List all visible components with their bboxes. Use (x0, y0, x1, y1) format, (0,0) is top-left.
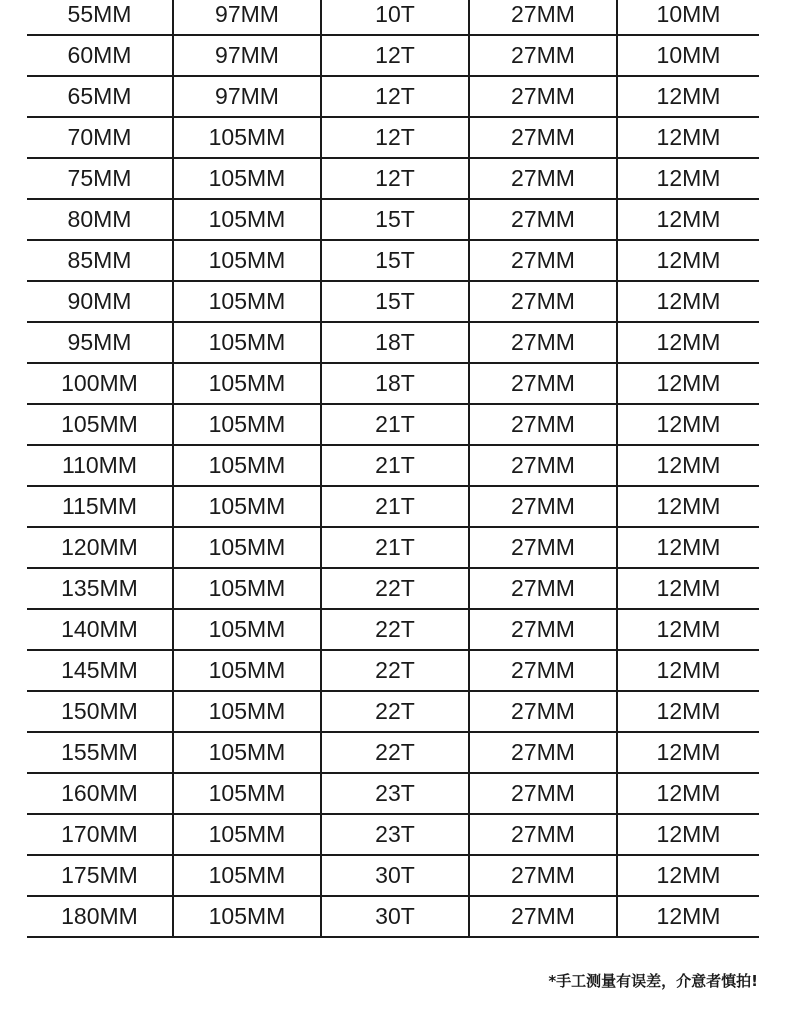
table-cell: 23T (321, 814, 469, 855)
table-cell: 115MM (27, 486, 173, 527)
table-cell: 27MM (469, 281, 617, 322)
measurement-disclaimer: *手工测量有误差，介意者慎拍! (548, 972, 758, 990)
table-cell: 110MM (27, 445, 173, 486)
table-cell: 105MM (173, 240, 321, 281)
table-row (27, 363, 759, 404)
table-row (27, 158, 759, 199)
table-cell: 105MM (173, 322, 321, 363)
table-cell: 12MM (617, 609, 759, 650)
table-cell: 27MM (469, 35, 617, 76)
table-row (27, 322, 759, 363)
table-cell: 150MM (27, 691, 173, 732)
table-row (27, 404, 759, 445)
table-cell: 15T (321, 240, 469, 281)
table-row (27, 199, 759, 240)
table-cell: 22T (321, 732, 469, 773)
table-cell: 12T (321, 117, 469, 158)
table-cell: 15T (321, 281, 469, 322)
table-row (27, 527, 759, 568)
table-cell: 97MM (173, 0, 321, 35)
table-cell: 27MM (469, 568, 617, 609)
table-cell: 80MM (27, 199, 173, 240)
table-cell: 105MM (173, 650, 321, 691)
table-cell: 105MM (173, 609, 321, 650)
table-cell: 27MM (469, 855, 617, 896)
spec-table (27, 0, 759, 938)
table-cell: 22T (321, 691, 469, 732)
table-cell: 22T (321, 609, 469, 650)
table-row (27, 773, 759, 814)
table-row (27, 76, 759, 117)
table-cell: 12MM (617, 363, 759, 404)
table-cell: 12MM (617, 240, 759, 281)
table-cell: 12MM (617, 281, 759, 322)
table-cell: 97MM (173, 35, 321, 76)
table-cell: 27MM (469, 117, 617, 158)
table-cell: 12MM (617, 486, 759, 527)
table-cell: 12MM (617, 814, 759, 855)
table-cell: 55MM (27, 0, 173, 35)
table-row (27, 855, 759, 896)
table-cell: 27MM (469, 527, 617, 568)
table-cell: 12MM (617, 896, 759, 937)
table-cell: 170MM (27, 814, 173, 855)
table-cell: 12MM (617, 527, 759, 568)
table-row (27, 732, 759, 773)
table-cell: 160MM (27, 773, 173, 814)
spec-table-body (27, 0, 759, 937)
table-cell: 175MM (27, 855, 173, 896)
table-cell: 12T (321, 158, 469, 199)
table-cell: 27MM (469, 404, 617, 445)
table-cell: 12MM (617, 76, 759, 117)
table-row (27, 568, 759, 609)
table-cell: 18T (321, 363, 469, 404)
table-cell: 12MM (617, 568, 759, 609)
table-cell: 105MM (173, 527, 321, 568)
spec-table-container (27, 0, 759, 938)
table-cell: 12MM (617, 322, 759, 363)
table-cell: 105MM (173, 568, 321, 609)
table-cell: 27MM (469, 691, 617, 732)
table-cell: 27MM (469, 0, 617, 35)
table-cell: 12T (321, 76, 469, 117)
table-cell: 65MM (27, 76, 173, 117)
table-cell: 97MM (173, 76, 321, 117)
table-cell: 12MM (617, 158, 759, 199)
table-cell: 155MM (27, 732, 173, 773)
table-cell: 180MM (27, 896, 173, 937)
table-cell: 27MM (469, 363, 617, 404)
table-cell: 105MM (173, 158, 321, 199)
table-cell: 105MM (173, 896, 321, 937)
table-cell: 105MM (173, 855, 321, 896)
table-cell: 90MM (27, 281, 173, 322)
table-cell: 27MM (469, 773, 617, 814)
table-cell: 23T (321, 773, 469, 814)
table-cell: 12MM (617, 732, 759, 773)
table-cell: 12MM (617, 773, 759, 814)
table-cell: 12T (321, 35, 469, 76)
table-cell: 27MM (469, 322, 617, 363)
table-row (27, 609, 759, 650)
table-row (27, 281, 759, 322)
table-cell: 27MM (469, 240, 617, 281)
table-cell: 27MM (469, 896, 617, 937)
table-cell: 12MM (617, 117, 759, 158)
table-cell: 12MM (617, 199, 759, 240)
table-row (27, 445, 759, 486)
table-cell: 70MM (27, 117, 173, 158)
table-cell: 27MM (469, 732, 617, 773)
table-row (27, 896, 759, 937)
table-cell: 105MM (27, 404, 173, 445)
table-cell: 12MM (617, 691, 759, 732)
table-cell: 21T (321, 527, 469, 568)
table-cell: 10T (321, 0, 469, 35)
table-cell: 12MM (617, 855, 759, 896)
table-cell: 135MM (27, 568, 173, 609)
table-cell: 18T (321, 322, 469, 363)
table-cell: 21T (321, 486, 469, 527)
table-cell: 105MM (173, 117, 321, 158)
table-cell: 12MM (617, 404, 759, 445)
table-cell: 27MM (469, 199, 617, 240)
table-cell: 105MM (173, 691, 321, 732)
table-cell: 105MM (173, 281, 321, 322)
table-cell: 12MM (617, 650, 759, 691)
table-row (27, 0, 759, 35)
table-cell: 10MM (617, 35, 759, 76)
table-row (27, 814, 759, 855)
table-cell: 27MM (469, 609, 617, 650)
table-cell: 105MM (173, 814, 321, 855)
table-cell: 60MM (27, 35, 173, 76)
table-cell: 105MM (173, 199, 321, 240)
table-cell: 105MM (173, 404, 321, 445)
table-cell: 75MM (27, 158, 173, 199)
table-cell: 120MM (27, 527, 173, 568)
table-cell: 27MM (469, 486, 617, 527)
table-cell: 105MM (173, 732, 321, 773)
table-row (27, 691, 759, 732)
table-cell: 95MM (27, 322, 173, 363)
table-cell: 85MM (27, 240, 173, 281)
table-cell: 105MM (173, 486, 321, 527)
table-cell: 105MM (173, 773, 321, 814)
table-cell: 12MM (617, 445, 759, 486)
table-cell: 27MM (469, 650, 617, 691)
table-cell: 145MM (27, 650, 173, 691)
table-row (27, 240, 759, 281)
table-cell: 30T (321, 855, 469, 896)
table-cell: 30T (321, 896, 469, 937)
table-row (27, 117, 759, 158)
table-row (27, 35, 759, 76)
table-cell: 105MM (173, 363, 321, 404)
table-cell: 21T (321, 445, 469, 486)
table-cell: 27MM (469, 814, 617, 855)
table-cell: 21T (321, 404, 469, 445)
table-cell: 105MM (173, 445, 321, 486)
table-cell: 27MM (469, 158, 617, 199)
table-cell: 22T (321, 650, 469, 691)
table-cell: 15T (321, 199, 469, 240)
table-cell: 100MM (27, 363, 173, 404)
table-cell: 27MM (469, 76, 617, 117)
table-cell: 27MM (469, 445, 617, 486)
table-cell: 10MM (617, 0, 759, 35)
table-row (27, 650, 759, 691)
table-cell: 22T (321, 568, 469, 609)
table-cell: 140MM (27, 609, 173, 650)
table-row (27, 486, 759, 527)
